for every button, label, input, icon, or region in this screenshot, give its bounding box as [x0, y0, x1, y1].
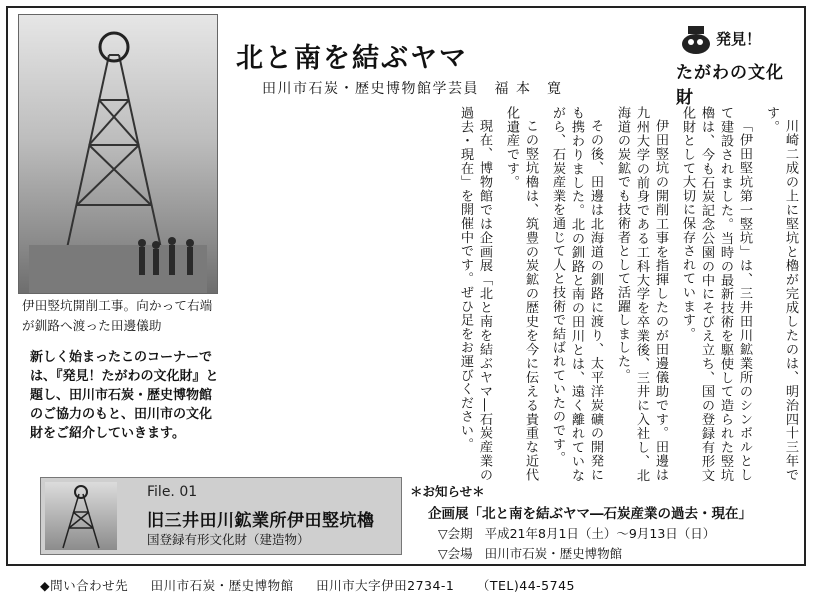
notice-venue-row — [438, 544, 800, 562]
notice-period-row — [438, 524, 800, 542]
file-title: 旧三井田川鉱業所伊田竪坑櫓 — [147, 511, 375, 531]
body-paragraph: 川崎二成の上に堅坑と櫓が完成したのは、明治四十三年です。 — [764, 106, 798, 482]
body-paragraph: 現在、博物館では企画展「北と南を結ぶヤマ―石炭産業の過去・現在」を開催中です。ぜひ足をお運びください。 — [458, 106, 492, 482]
article-body — [232, 106, 800, 482]
corner-intro: 新しく始まったこのコーナーでは、『発見！たがわの文化財』と題し、田川市石炭・歴史博物館のご協力のもと、田川市の文化財をご紹介していきます。 — [30, 350, 219, 441]
mascot-icon — [678, 24, 714, 56]
notice-venue-label: ▽会場 — [438, 546, 473, 561]
headframe-photo — [18, 14, 218, 294]
article-author: 田川市石炭・歴史博物館学芸員 福 本 寛 — [262, 81, 563, 97]
body-paragraph: その後、田邊は北海道の釧路に渡り、太平洋炭礦の開発にも携わりました。北の釧路と南の田川とは、遠く離れていながら、石炭産業を通じて人と技術で結ばれていたのです。 — [550, 106, 603, 482]
logo-discovery-text: 発見！ — [716, 30, 762, 48]
notice-venue-value: 田川市石炭・歴史博物館 — [484, 546, 623, 561]
file-designation: 国登録有形文化財（建造物） — [147, 532, 310, 547]
body-paragraph: この竪坑櫓は、筑豊の炭鉱の歴史を今に伝える貴重な近代化遺産です。 — [504, 106, 538, 482]
headframe-illustration — [19, 15, 217, 293]
contact-footer — [40, 576, 800, 594]
contact-tel: （TEL)44-5745 — [476, 578, 575, 593]
notice-box — [410, 482, 800, 562]
contact-org: 田川市石炭・歴史博物館 — [150, 578, 294, 593]
contact-label: ◆問い合わせ先 — [40, 578, 129, 593]
notice-period-value: 平成21年8月1日（土）～9月13日（日） — [484, 526, 716, 541]
notice-period-label: ▽会期 — [438, 526, 473, 541]
file-number: File. 01 — [147, 484, 198, 500]
contact-address: 田川市大字伊田2734-1 — [316, 578, 455, 593]
headframe-thumbnail-icon — [45, 482, 117, 550]
photo-caption: 伊田竪坑開削工事。向かって右端が釧路へ渡った田邊儀助 — [22, 298, 213, 333]
body-paragraph: 伊田竪坑の開削工事を指揮したのが田邊儀助です。田邊は九州大学の前身である工科大学を卒業後、三井に入社し、北海道の炭鉱でも技術者として活躍しました。 — [615, 106, 668, 482]
body-paragraph: 「伊田堅坑第一竪坑」は、三井田川鉱業所のシンボルとして建設されました。当時の最新技術を駆使して造られた竪坑櫓は、今も石炭記念公園の中にそびえ立ち、国の登録有形文化財として大切に保存されています。 — [680, 106, 752, 482]
file-thumbnail — [45, 482, 117, 550]
article-title: 北と南を結ぶヤマ — [236, 43, 468, 74]
notice-heading: ＊お知らせ＊ — [410, 484, 485, 499]
logo-series-name: たがわの文化財 — [676, 63, 784, 108]
series-logo — [676, 24, 792, 108]
notice-event: 企画展「北と南を結ぶヤマ―石炭産業の過去・現在」 — [428, 506, 752, 522]
file-box — [40, 477, 402, 555]
